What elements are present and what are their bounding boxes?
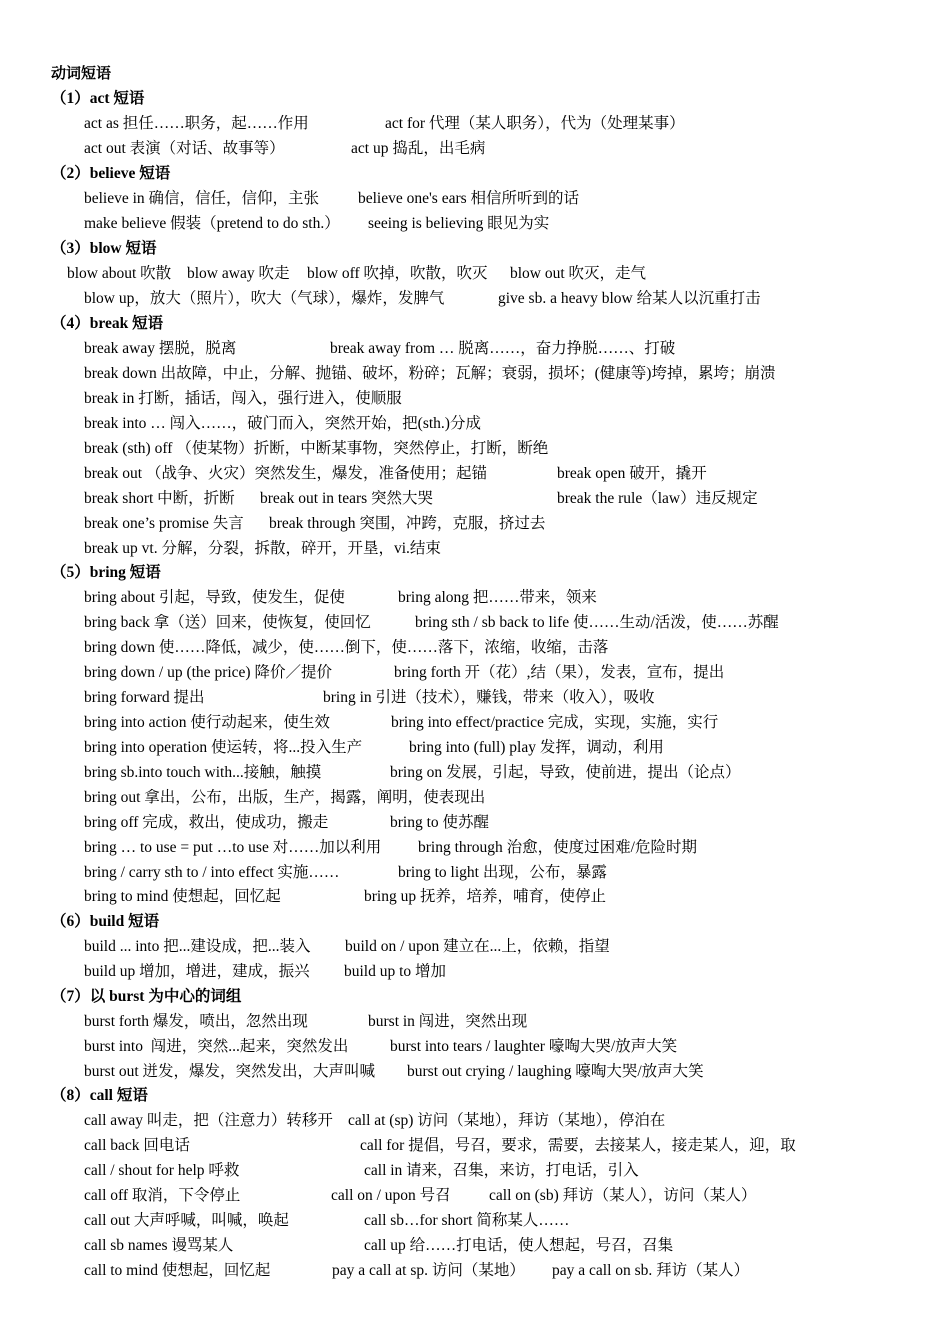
phrase-entry: blow about 吹散 (67, 265, 172, 282)
phrase-entry: bring on 发展，引起，导致，使前进，提出（论点） (390, 764, 741, 781)
phrase-entry: believe in 确信，信任，信仰，主张 (84, 190, 320, 207)
phrase-entry: call away 叫走，把（注意力）转移开 (84, 1112, 333, 1129)
phrase-entry: bring forth 开（花）,结（果），发表，宣布，提出 (394, 664, 725, 681)
phrase-line (84, 364, 934, 384)
phrase-entry: bring / carry sth to / into effect 实施…… (84, 864, 340, 881)
phrase-entry: act for 代理（某人职务），代为（处理某事） (385, 115, 685, 132)
phrase-line (84, 713, 934, 733)
phrase-line (84, 539, 934, 559)
phrase-entry: build up to 增加 (344, 963, 447, 980)
section-heading: （1）act 短语 (51, 90, 145, 107)
phrase-line (84, 1037, 934, 1057)
phrase-line (84, 838, 934, 858)
phrase-entry: make believe 假装（pretend to do sth.） (84, 215, 340, 232)
phrase-line (84, 763, 934, 783)
phrase-entry: blow away 吹走 (187, 265, 290, 282)
phrase-line (84, 464, 934, 484)
phrase-entry: call in 请来，召集，来访，打电话，引入 (364, 1162, 639, 1179)
phrase-entry: call for 提倡，号召，要求，需要，去接某人，接走某人，迎，取 (360, 1137, 796, 1154)
phrase-line (84, 214, 934, 234)
phrase-entry: seeing is believing 眼见为实 (368, 215, 550, 232)
section-heading: （5）bring 短语 (51, 564, 161, 581)
phrase-line (84, 189, 934, 209)
phrase-entry: call up 给……打电话，使人想起，号召，召集 (364, 1237, 674, 1254)
phrase-line (84, 114, 934, 134)
phrase-entry: break in 打断，插话，闯入，强行进入，使顺服 (84, 390, 402, 407)
phrase-entry: break open 破开，撬开 (557, 465, 707, 482)
phrase-entry: act as 担任……职务，起……作用 (84, 115, 309, 132)
phrase-line (84, 613, 934, 633)
phrase-entry: burst out 迸发，爆发，突然发出，大声叫喊 (84, 1063, 376, 1080)
section-heading: （4）break 短语 (51, 315, 164, 332)
phrase-entry: call on (sb) 拜访（某人），访问（某人） (489, 1187, 757, 1204)
phrase-entry: bring into operation 使运转，将...投入生产 (84, 739, 363, 756)
phrase-entry: burst into tears / laughter 嚎啕大哭/放声大笑 (390, 1038, 678, 1055)
section-heading: （3）blow 短语 (51, 240, 157, 257)
phrase-entry: blow off 吹掉，吹散，吹灭 (307, 265, 488, 282)
phrase-line (84, 638, 934, 658)
phrase-entry: call / shout for help 呼救 (84, 1162, 240, 1179)
phrase-entry: call back 回电话 (84, 1137, 190, 1154)
section-heading: （8）call 短语 (51, 1087, 148, 1104)
phrase-line (84, 887, 934, 907)
phrase-entry: call on / upon 号召 (331, 1187, 451, 1204)
phrase-entry: give sb. a heavy blow 给某人以沉重打击 (498, 290, 761, 307)
phrase-entry: burst forth 爆发，喷出，忽然出现 (84, 1013, 308, 1030)
phrase-line (84, 339, 934, 359)
phrase-line (84, 1062, 934, 1082)
phrase-line (84, 1186, 934, 1206)
phrase-entry: believe one's ears 相信所听到的话 (358, 190, 580, 207)
phrase-entry: build up 增加，增进，建成，振兴 (84, 963, 310, 980)
phrase-line (84, 937, 934, 957)
phrase-entry: call at (sp) 访问（某地），拜访（某地），停泊在 (348, 1112, 666, 1129)
phrase-entry: break short 中断，折断 (84, 490, 235, 507)
phrase-entry: bring forward 提出 (84, 689, 205, 706)
phrase-entry: bring along 把……带来，领来 (398, 589, 597, 606)
phrase-entry: break down 出故障，中止，分解、抛锚、破坏，粉碎；瓦解；衰弱，损坏；(健康等)垮掉，累垮；崩溃 (84, 365, 776, 382)
phrase-entry: burst into 闯进，突然...起来，突然发出 (84, 1038, 349, 1055)
phrase-line (84, 389, 934, 409)
phrase-entry: pay a call on sb. 拜访（某人） (552, 1262, 750, 1279)
phrase-entry: call off 取消，下令停止 (84, 1187, 241, 1204)
phrase-entry: break the rule（law）违反规定 (557, 490, 758, 507)
phrase-line (84, 813, 934, 833)
phrase-line (84, 489, 934, 509)
phrase-line (84, 1161, 934, 1181)
phrase-line (84, 663, 934, 683)
phrase-entry: bring to 使苏醒 (390, 814, 490, 831)
phrase-entry: bring into effect/practice 完成，实现，实施，实行 (391, 714, 719, 731)
phrase-entry: bring to light 出现，公布，暴露 (398, 864, 607, 881)
phrase-entry: bring into action 使行动起来，使生效 (84, 714, 330, 731)
phrase-entry: bring in 引进（技术），赚钱，带来（收入），吸收 (323, 689, 655, 706)
phrase-entry: bring down 使……降低，减少，使……倒下，使……落下，浓缩，收缩，击落 (84, 639, 609, 656)
page-title: 动词短语 (51, 66, 112, 82)
phrase-line (84, 738, 934, 758)
phrase-line (84, 414, 934, 434)
phrase-entry: bring up 抚养，培养，哺育，使停止 (364, 888, 606, 905)
phrase-entry: bring out 拿出，公布，出版，生产，揭露，阐明，使表现出 (84, 789, 486, 806)
phrase-entry: break away 摆脱，脱离 (84, 340, 237, 357)
phrase-line (84, 1111, 934, 1131)
phrase-line (84, 1012, 934, 1032)
phrase-line (67, 264, 917, 284)
phrase-entry: build ... into 把...建设成，把...装入 (84, 938, 311, 955)
phrase-entry: blow out 吹灭，走气 (510, 265, 647, 282)
phrase-line (84, 688, 934, 708)
phrase-entry: burst out crying / laughing 嚎啕大哭/放声大笑 (407, 1063, 704, 1080)
phrase-entry: bring back 拿（送）回来，使恢复，使回忆 (84, 614, 371, 631)
phrase-entry: bring through 治愈，使度过困难/危险时期 (418, 839, 697, 856)
phrase-line (84, 863, 934, 883)
phrase-line (84, 1211, 934, 1231)
section-heading: （2）believe 短语 (51, 165, 171, 182)
phrase-entry: bring about 引起，导致，使发生，促使 (84, 589, 345, 606)
phrase-line (84, 1236, 934, 1256)
phrase-line (84, 289, 934, 309)
phrase-entry: call sb names 谩骂某人 (84, 1237, 234, 1254)
phrase-line (84, 1261, 934, 1281)
phrase-entry: break out in tears 突然大哭 (260, 490, 434, 507)
section-heading: （6）build 短语 (51, 913, 160, 930)
phrase-entry: blow up，放大（照片），吹大（气球），爆炸，发脾气 (84, 290, 445, 307)
phrase-entry: bring … to use = put …to use 对……加以利用 (84, 839, 382, 856)
phrase-entry: bring sb.into touch with...接触，触摸 (84, 764, 322, 781)
phrase-entry: pay a call at sp. 访问（某地） (332, 1262, 525, 1279)
phrase-entry: bring sth / sb back to life 使……生动/活泼，使……苏醒 (415, 614, 779, 631)
phrase-line (84, 588, 934, 608)
phrase-entry: call sb…for short 简称某人…… (364, 1212, 570, 1229)
phrase-entry: call out 大声呼喊，叫喊，唤起 (84, 1212, 289, 1229)
phrase-entry: break one’s promise 失言 (84, 515, 244, 532)
phrase-line (84, 514, 934, 534)
section-heading: （7）以 burst 为中心的词组 (51, 988, 242, 1005)
phrase-entry: break away from … 脱离……，奋力挣脱……、打破 (330, 340, 676, 357)
phrase-entry: build on / upon 建立在...上，依赖，指望 (345, 938, 610, 955)
phrase-entry: break out （战争、火灾）突然发生，爆发，准备使用；起锚 (84, 465, 487, 482)
phrase-entry: bring to mind 使想起，回忆起 (84, 888, 281, 905)
phrase-entry: act out 表演（对话、故事等） (84, 140, 285, 157)
phrase-entry: bring down / up (the price) 降价／提价 (84, 664, 332, 681)
phrase-line (84, 139, 934, 159)
phrase-entry: break through 突围，冲跨，克服，挤过去 (269, 515, 546, 532)
phrase-line (84, 1136, 934, 1156)
phrase-entry: bring off 完成，救出，使成功，搬走 (84, 814, 329, 831)
phrase-entry: bring into (full) play 发挥，调动，利用 (409, 739, 664, 756)
phrase-entry: act up 捣乱，出毛病 (351, 140, 486, 157)
phrase-line (84, 788, 934, 808)
phrase-line (84, 962, 934, 982)
phrase-line (84, 439, 934, 459)
phrase-entry: break up vt. 分解，分裂，拆散，碎开，开垦，vi.结束 (84, 540, 441, 557)
phrase-entry: burst in 闯进，突然出现 (368, 1013, 528, 1030)
phrase-entry: break (sth) off （使某物）折断，中断某事物，突然停止，打断，断绝 (84, 440, 549, 457)
phrase-entry: call to mind 使想起，回忆起 (84, 1262, 271, 1279)
phrase-entry: break into … 闯入……，破门而入，突然开始，把(sth.)分成 (84, 415, 481, 432)
